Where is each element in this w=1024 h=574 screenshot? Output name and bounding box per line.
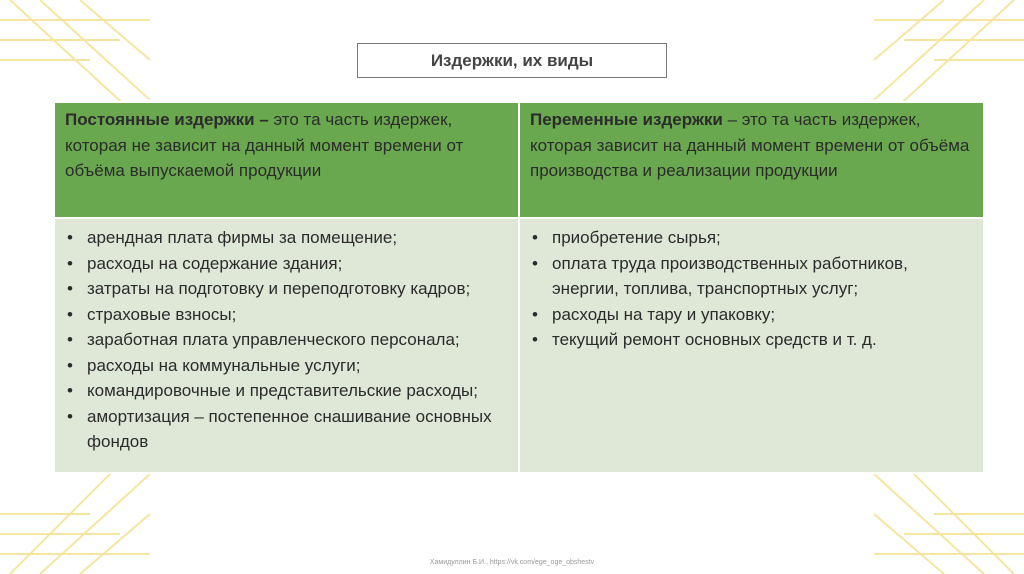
list-item: • заработная плата управленческого персонала; bbox=[65, 327, 508, 353]
list-item: • затраты на подготовку и переподготовку кадров; bbox=[65, 276, 508, 302]
fixed-costs-list bbox=[65, 225, 508, 455]
variable-costs-term: Переменные издержки bbox=[530, 110, 723, 129]
list-item: • оплата труда производственных работников, энергии, топлива, транспортных услуг; bbox=[530, 251, 973, 302]
footer-credit: Хамидуллин Б.И., https://vk.com/ege_oge_obshestv bbox=[429, 559, 595, 566]
fixed-costs-list-cell bbox=[54, 218, 519, 473]
list-item: • расходы на тару и упаковку; bbox=[530, 302, 973, 328]
fixed-costs-definition bbox=[54, 102, 519, 218]
variable-costs-definition bbox=[519, 102, 984, 218]
table-header-row bbox=[54, 102, 984, 218]
corner-ornament-top-right bbox=[874, 0, 1024, 110]
list-item: • амортизация – постепенное снашивание основных фондов bbox=[65, 404, 508, 455]
list-item: • приобретение сырья; bbox=[530, 225, 973, 251]
corner-ornament-top-left bbox=[0, 0, 150, 110]
list-item: • расходы на содержание здания; bbox=[65, 251, 508, 277]
list-item: • командировочные и представительские расходы; bbox=[65, 378, 508, 404]
table-body-row bbox=[54, 218, 984, 473]
fixed-costs-term: Постоянные издержки – bbox=[65, 110, 269, 129]
list-item: • текущий ремонт основных средств и т. д. bbox=[530, 327, 973, 353]
variable-costs-list-cell bbox=[519, 218, 984, 473]
costs-table bbox=[53, 101, 985, 474]
list-item: • страховые взносы; bbox=[65, 302, 508, 328]
list-item: • арендная плата фирмы за помещение; bbox=[65, 225, 508, 251]
variable-costs-definition-text: – это та часть издержек, которая зависит на данный момент времени от объёма производства и реализации продукции bbox=[530, 110, 970, 180]
list-item: • расходы на коммунальные услуги; bbox=[65, 353, 508, 379]
slide-title: Издержки, их виды bbox=[357, 43, 667, 78]
variable-costs-list bbox=[530, 225, 973, 353]
fixed-costs-definition-text: это та часть издержек, которая не зависит на данный момент времени от объёма выпускаемой продукции bbox=[65, 110, 464, 180]
